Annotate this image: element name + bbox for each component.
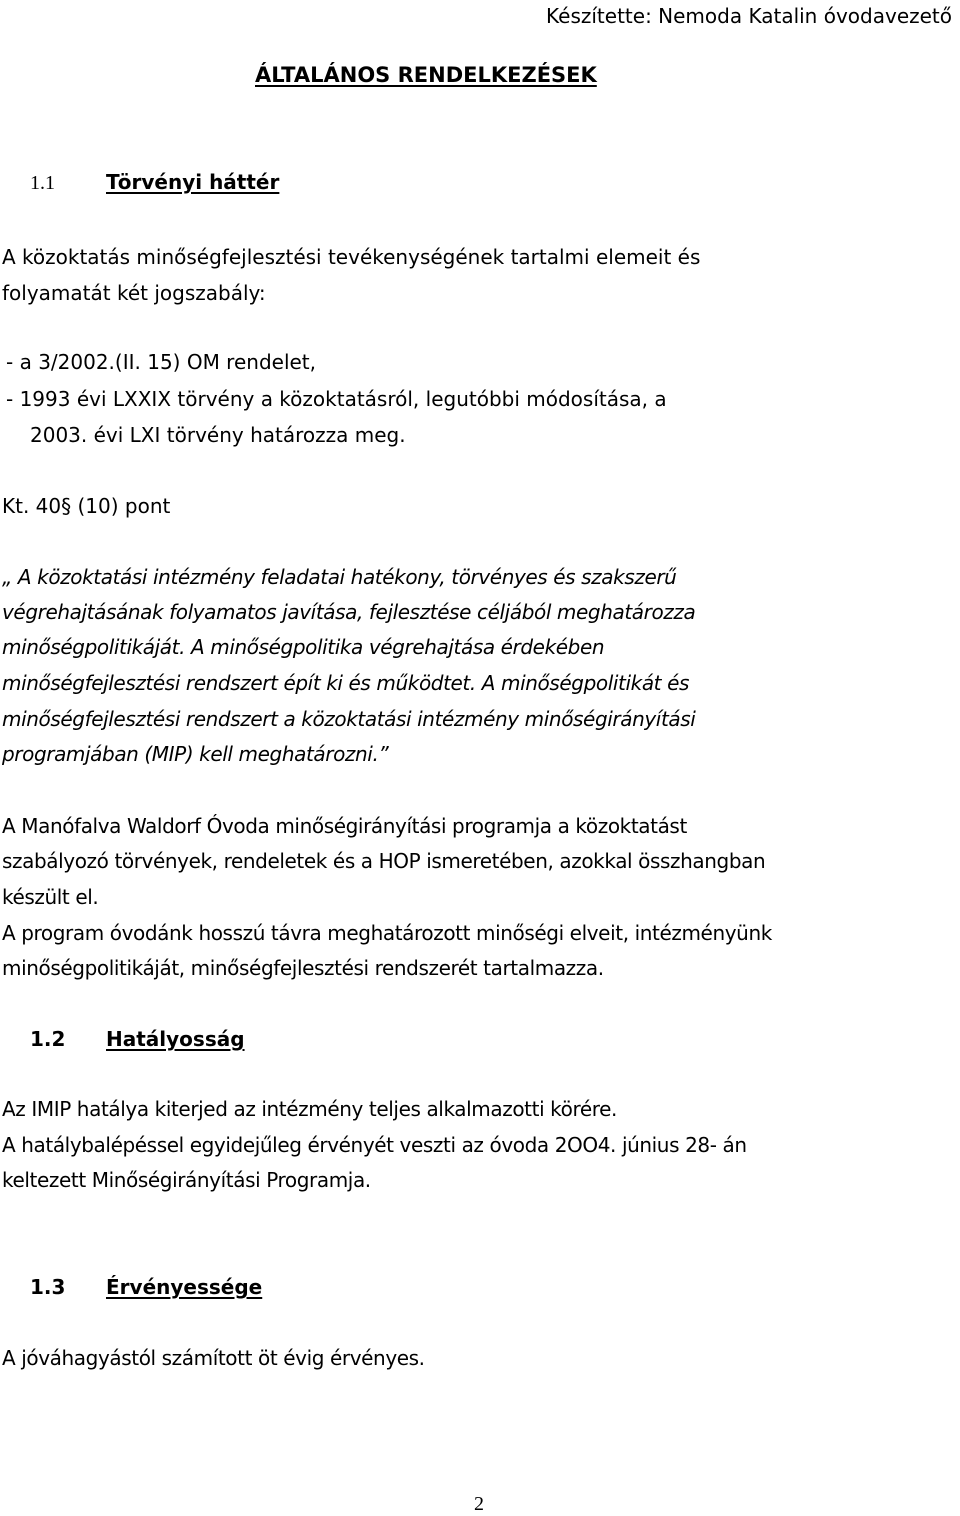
section-heading-1-2: Hatályosság [106,1027,245,1051]
body-line: A Manófalva Waldorf Óvoda minőségirányítási programja a közoktatást [2,814,687,838]
body-line: A program óvodánk hosszú távra meghatározott minőségi elveit, intézményünk [2,921,772,945]
author-line: Készítette: Nemoda Katalin óvodavezető [546,4,952,28]
quote-line: minőségfejlesztési rendszert a közoktatási intézmény minőségirányítási [2,707,696,731]
body-line: A hatálybalépéssel egyidejűleg érvényét veszti az óvoda 2OO4. június 28- án [2,1133,747,1157]
section-heading-1-1: Törvényi háttér [106,170,280,194]
page-number: 2 [474,1493,484,1515]
body-line: keltezett Minőségirányítási Programja. [2,1168,371,1192]
list-item: - 1993 évi LXXIX törvény a közoktatásról, legutóbbi módosítása, a [6,387,667,411]
citation: Kt. 40§ (10) pont [2,494,171,518]
body-line: szabályozó törvények, rendeletek és a HOP ismeretében, azokkal összhangban [2,849,766,873]
section-number-1-2: 1.2 [30,1027,66,1051]
section-number-1-3: 1.3 [30,1275,66,1299]
quote-line: „ A közoktatási intézmény feladatai hatékony, törvényes és szakszerű [2,565,677,589]
quote-line: minőségfejlesztési rendszert épít ki és működtet. A minőségpolitikát és [2,671,690,695]
page-title: ÁLTALÁNOS RENDELKEZÉSEK [255,63,597,87]
quote-line: végrehajtásának folyamatos javítása, fejlesztése céljából meghatározza [2,600,696,624]
body-line: Az IMIP hatálya kiterjed az intézmény teljes alkalmazotti körére. [2,1097,618,1121]
section-heading-1-3: Érvényessége [106,1275,263,1299]
intro-line: folyamatát két jogszabály: [2,281,266,305]
intro-line: A közoktatás minőségfejlesztési tevékenységének tartalmi elemeit és [2,245,701,269]
list-item: - a 3/2002.(II. 15) OM rendelet, [6,350,317,374]
section-number-1-1: 1.1 [30,172,55,194]
body-line: minőségpolitikáját, minőségfejlesztési rendszerét tartalmazza. [2,956,604,980]
body-line: A jóváhagyástól számított öt évig érvényes. [2,1346,425,1370]
quote-line: minőségpolitikáját. A minőségpolitika végrehajtása érdekében [2,635,605,659]
list-item-continuation: 2003. évi LXI törvény határozza meg. [30,423,406,447]
body-line: készült el. [2,885,99,909]
quote-line: programjában (MIP) kell meghatározni.” [2,742,389,766]
